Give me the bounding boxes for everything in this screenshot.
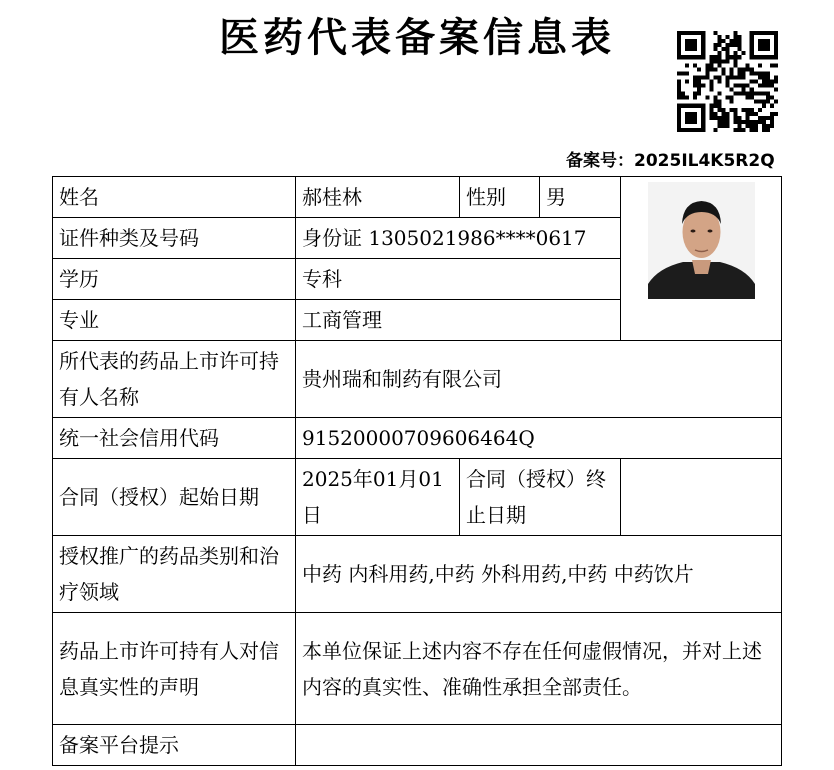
- portrait-photo: [648, 182, 755, 299]
- platform-notice-value: [296, 725, 782, 766]
- gender-label: 性别: [460, 177, 540, 218]
- row-statement: [53, 613, 782, 725]
- start-date-value: 2025年01月01日: [296, 459, 460, 536]
- statement-value: 本单位保证上述内容不存在任何虚假情况，并对上述内容的真实性、准确性承担全部责任。: [296, 613, 782, 725]
- credit-code-label: 统一社会信用代码: [53, 418, 296, 459]
- major-value: 工商管理: [296, 300, 621, 341]
- row-category: [53, 536, 782, 613]
- platform-notice-label: 备案平台提示: [53, 725, 296, 766]
- end-date-value: [621, 459, 782, 536]
- info-table: [52, 176, 782, 766]
- page-title: 医药代表备案信息表: [219, 15, 615, 61]
- education-label: 学历: [53, 259, 296, 300]
- start-date-label: 合同（授权）起始日期: [53, 459, 296, 536]
- holder-value: 贵州瑞和制药有限公司: [296, 341, 782, 418]
- major-label: 专业: [53, 300, 296, 341]
- row-holder: [53, 341, 782, 418]
- holder-label: 所代表的药品上市许可持有人名称: [53, 341, 296, 418]
- row-platform-notice: [53, 725, 782, 766]
- category-value: 中药 内科用药,中药 外科用药,中药 中药饮片: [296, 536, 782, 613]
- name-label: 姓名: [53, 177, 296, 218]
- statement-label: 药品上市许可持有人对信息真实性的声明: [53, 613, 296, 725]
- credit-code-value: 91520000709606464Q: [296, 418, 782, 459]
- gender-value: 男: [540, 177, 621, 218]
- name-value: 郝桂林: [296, 177, 460, 218]
- id-label: 证件种类及号码: [53, 218, 296, 259]
- category-label: 授权推广的药品类别和治疗领域: [53, 536, 296, 613]
- row-contract-dates: [53, 459, 782, 536]
- photo-cell: [621, 177, 782, 341]
- row-name: [53, 177, 782, 218]
- qr-code-icon: [677, 31, 778, 132]
- education-value: 专科: [296, 259, 621, 300]
- record-number: 备案号：2025IL4K5R2Q: [566, 151, 775, 171]
- row-credit-code: [53, 418, 782, 459]
- end-date-label: 合同（授权）终止日期: [460, 459, 621, 536]
- id-value: 身份证 1305021986****0617: [296, 218, 621, 259]
